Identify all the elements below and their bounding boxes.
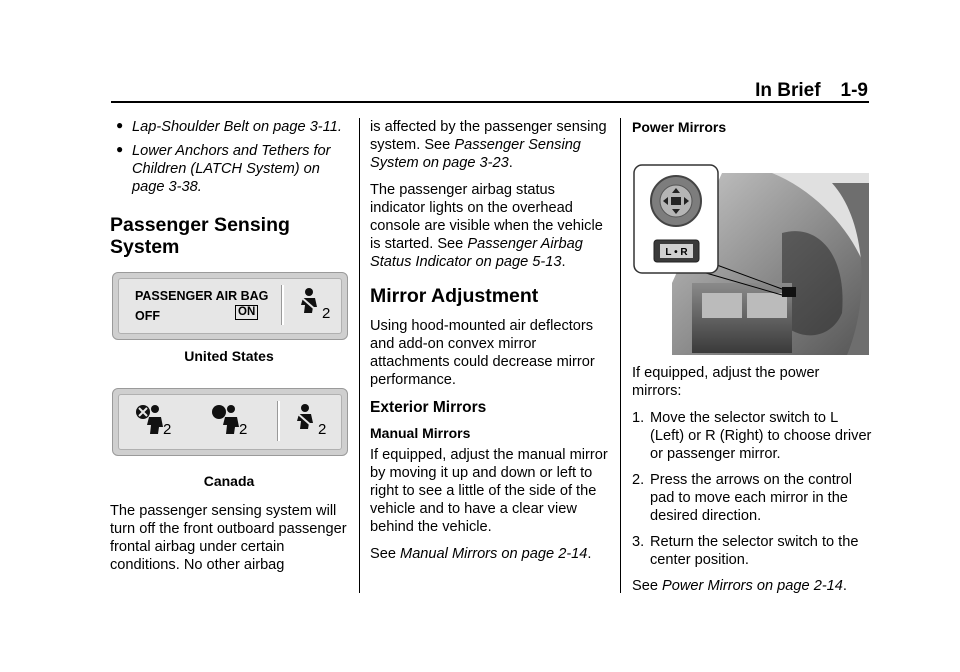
body-paragraph: See Manual Mirrors on page 2-14. [370,546,592,562]
figure-caption: Canada [203,473,255,489]
link-power-mirrors[interactable]: Power Mirrors on page 2-14 [662,578,843,594]
body-paragraph: Using hood-mounted air deflectors and add-on convex mirror attachments could decrease mirror performance. [370,318,595,388]
body-paragraph: is affected by the passenger sensing system. See Passenger Sensing System on page 3-23. [370,119,607,171]
canada-indicator-figure [110,388,348,488]
power-mirror-photo [632,163,869,355]
list-item [632,533,872,569]
list-item [632,409,872,463]
list-text: Return the selector switch to the center position. [650,534,859,568]
door-panel-illustration [632,163,869,355]
list-number: 1. [632,410,645,426]
list-item [110,118,348,136]
link-passenger-airbag-status-indicator[interactable]: Passenger Airbag Status Indicator on page 5-13 [370,236,583,270]
header-rule [111,101,869,103]
panel-off-label: OFF [135,309,160,323]
panel-divider [281,285,284,325]
panel-label: PASSENGER AIR BAG [135,289,269,303]
link-latch-system[interactable]: Lower Anchors and Tethers for Children (LATCH System) on page 3-38. [132,143,331,195]
seat-number: 2 [322,305,331,322]
list-item [632,471,872,525]
sub-subsection-heading: Power Mirrors [632,119,727,135]
sub-subsection-heading: Manual Mirrors [370,425,471,441]
list-number: 2. [632,472,645,488]
seat-number: 2 [239,421,248,438]
us-indicator-panel [112,272,348,340]
list-item [110,142,348,196]
airbag-on-icon [211,403,241,437]
link-passenger-sensing-system[interactable]: Passenger Sensing System on page 3-23 [370,137,581,171]
column-3 [632,118,872,136]
list-text: Press the arrows on the control pad to move each mirror in the desired direction. [650,472,852,524]
seatbelt-icon [295,287,323,319]
list-text: Move the selector switch to L (Left) or R (Right) to choose driver or passenger mirror. [650,410,872,462]
section-title: In Brief [755,80,821,101]
link-lap-shoulder-belt[interactable]: Lap-Shoulder Belt on page 3-11. [132,119,342,135]
panel-on-label: ON [235,305,258,320]
body-paragraph: See Power Mirrors on page 2-14. [632,578,847,594]
seat-number: 2 [163,421,172,438]
body-paragraph: If equipped, adjust the power mirrors: [632,365,820,399]
seatbelt-icon [291,403,319,435]
subsection-heading: Exterior Mirrors [370,399,487,416]
body-paragraph: The passenger sensing system will turn off the front outboard passenger frontal airbag under certain conditions. No other airbag [110,503,347,573]
column-2 [370,118,610,572]
seat-number: 2 [318,421,327,438]
body-paragraph: The passenger airbag status indicator lights on the overhead console are visible when the vehicle is started. See Passenger Airbag Status Indicator on page 5-13. [370,182,603,270]
us-indicator-figure [110,272,348,364]
column-1 [110,118,348,583]
list-number: 3. [632,534,645,550]
page-header [755,80,868,102]
column-3-lower [632,364,872,604]
column-divider [620,118,621,593]
link-manual-mirrors[interactable]: Manual Mirrors on page 2-14 [400,546,588,562]
page-number: 1-9 [840,80,868,101]
column-divider [359,118,360,593]
body-paragraph: If equipped, adjust the manual mirror by moving it up and down or left to right to see a little of the side of the vehicle and to have a clear view behind the vehicle. [370,447,608,535]
canada-indicator-panel [112,388,348,456]
panel-divider [277,401,280,441]
figure-caption: United States [184,348,274,364]
selector-switch-label: L • R [665,247,688,258]
section-heading: Mirror Adjustment [370,285,539,307]
airbag-off-icon [135,403,165,437]
bullet-icon: ● [116,142,124,156]
section-heading: Passenger Sensing System [110,214,290,258]
bullet-icon: ● [116,118,124,132]
